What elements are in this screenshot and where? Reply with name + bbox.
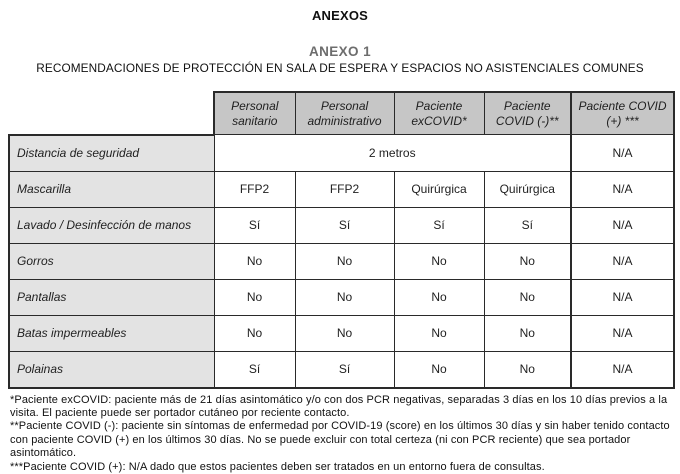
table-row-mascarilla [9, 171, 674, 207]
table-cell: No [295, 315, 394, 351]
table-header-row [9, 92, 674, 135]
row-label: Mascarilla [9, 171, 214, 207]
table-row-batas [9, 315, 674, 351]
row-label: Polainas [9, 351, 214, 388]
table-cell: FFP2 [295, 171, 394, 207]
footnote-covid-positivo: ***Paciente COVID (+): N/A dado que estos pacientes deben ser tratados en un entorno fuera de consultas. [10, 460, 545, 473]
table-cell-span: 2 metros [214, 135, 571, 172]
table-cell: Sí [484, 207, 571, 243]
row-label: Gorros [9, 243, 214, 279]
table-cell: No [295, 279, 394, 315]
table-cell: Sí [394, 207, 484, 243]
table-cell: Sí [295, 207, 394, 243]
table-cell: N/A [571, 207, 674, 243]
row-label: Batas impermeables [9, 315, 214, 351]
table-row-pantallas [9, 279, 674, 315]
table-cell: N/A [571, 135, 674, 172]
table-cell: No [484, 279, 571, 315]
table-cell: No [295, 243, 394, 279]
table-cell: N/A [571, 315, 674, 351]
page-title: ANEXOS [311, 8, 369, 23]
table-row-lavado-manos [9, 207, 674, 243]
table-row-gorros [9, 243, 674, 279]
table-cell: Sí [214, 207, 295, 243]
annex-title: ANEXO 1 [308, 44, 372, 59]
table-cell: No [484, 315, 571, 351]
footnote-covid-negativo: **Paciente COVID (-): paciente sin síntomas de enfermedad por COVID-19 (score) en los últimos 30 días y sin haber tenido contacto con paciente COVID (+) en los últimos 30 días. No se puede excluir con total certeza (ni con PCR reciente) que sea portador asintomático. [10, 420, 670, 460]
annex-subtitle: RECOMENDACIONES DE PROTECCIÓN EN SALA DE ESPERA Y ESPACIOS NO ASISTENCIALES COMUNES [36, 61, 644, 75]
table-cell: N/A [571, 171, 674, 207]
table-cell: FFP2 [214, 171, 295, 207]
table-cell: No [394, 315, 484, 351]
table-cell: N/A [571, 279, 674, 315]
table-cell: No [394, 243, 484, 279]
table-cell: No [214, 279, 295, 315]
table-cell: N/A [571, 351, 674, 388]
column-header-personal-sanitario: Personal sanitario [214, 92, 295, 135]
table-cell: No [394, 351, 484, 388]
footnote-excovid: *Paciente exCOVID: paciente más de 21 días asintomático y/o con dos PCR negativas, separadas 3 días en los 10 días previos a la visita. El paciente puede ser portador cutáneo por reciente contacto. [10, 393, 668, 419]
table-cell: Quirúrgica [394, 171, 484, 207]
column-header-paciente-excovid: Paciente exCOVID* [394, 92, 484, 135]
column-header-paciente-covid-positivo: Paciente COVID (+) *** [571, 92, 674, 135]
column-header-paciente-covid-negativo: Paciente COVID (-)** [484, 92, 571, 135]
column-header-personal-administrativo: Personal administrativo [295, 92, 394, 135]
table-row-polainas [9, 351, 674, 388]
blank-corner-cell [9, 92, 214, 135]
row-label: Distancia de seguridad [9, 135, 214, 172]
table-cell: No [394, 279, 484, 315]
table-cell: No [214, 315, 295, 351]
recommendations-table [8, 91, 675, 389]
table-row-distancia [9, 135, 674, 172]
footnotes [10, 394, 672, 474]
table-cell: Sí [214, 351, 295, 388]
table-cell: Quirúrgica [484, 171, 571, 207]
table-cell: No [484, 243, 571, 279]
row-label: Pantallas [9, 279, 214, 315]
row-label: Lavado / Desinfección de manos [9, 207, 214, 243]
table-cell: N/A [571, 243, 674, 279]
table-cell: No [484, 351, 571, 388]
table-cell: No [214, 243, 295, 279]
table-cell: Sí [295, 351, 394, 388]
